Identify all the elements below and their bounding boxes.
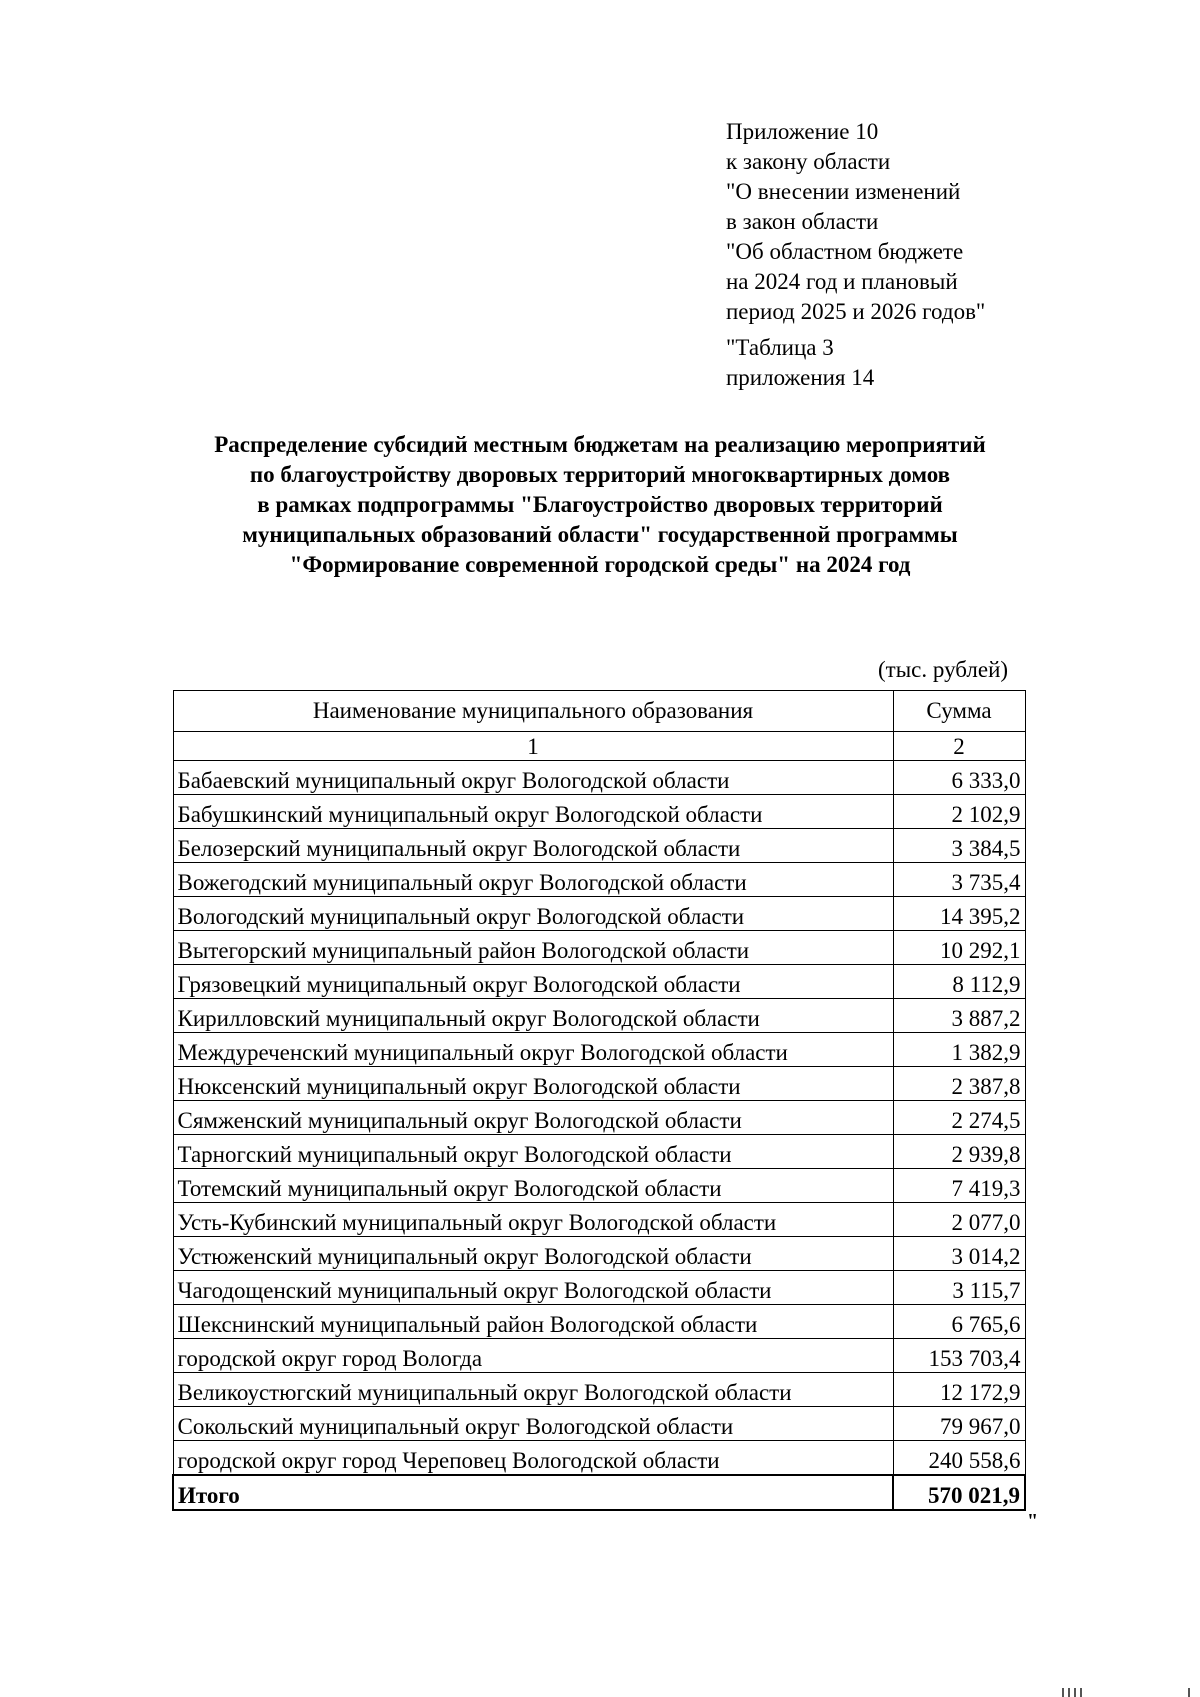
municipality-name: Устюженский муниципальный округ Вологодской области xyxy=(173,1237,893,1271)
table-header-row xyxy=(173,691,1025,732)
unit-label: (тыс. рублей) xyxy=(878,657,1009,682)
table-row xyxy=(173,863,1025,897)
table-row xyxy=(173,1305,1025,1339)
column-number: 2 xyxy=(893,732,1025,761)
subsidy-amount: 6 333,0 xyxy=(893,761,1025,795)
municipality-name: Бабаевский муниципальный округ Вологодской области xyxy=(173,761,893,795)
document-title xyxy=(150,430,1050,580)
subsidy-amount: 3 384,5 xyxy=(893,829,1025,863)
subsidy-amount: 2 387,8 xyxy=(893,1067,1025,1101)
table-row xyxy=(173,1373,1025,1407)
municipality-name: Вытегорский муниципальный район Вологодской области xyxy=(173,931,893,965)
table-row xyxy=(173,1339,1025,1373)
table-row xyxy=(173,1237,1025,1271)
subsidy-amount: 240 558,6 xyxy=(893,1441,1025,1476)
municipality-name: Тотемский муниципальный округ Вологодской области xyxy=(173,1169,893,1203)
table-row xyxy=(173,1441,1025,1476)
municipality-name: Шекснинский муниципальный район Вологодской области xyxy=(173,1305,893,1339)
scan-artifact-marks xyxy=(1062,1688,1192,1697)
table-row xyxy=(173,1135,1025,1169)
municipality-name: Сямженский муниципальный округ Вологодской области xyxy=(173,1101,893,1135)
total-amount: 570 021,9 xyxy=(893,1475,1025,1510)
subsidy-amount: 1 382,9 xyxy=(893,1033,1025,1067)
title-line: "Формирование современной городской среды" на 2024 год xyxy=(289,552,911,577)
column-number: 1 xyxy=(173,732,893,761)
appendix-line: период 2025 и 2026 годов" xyxy=(726,299,986,324)
title-line: муниципальных образований области" государственной программы xyxy=(242,522,958,547)
table-row xyxy=(173,1271,1025,1305)
subsidy-amount: 6 765,6 xyxy=(893,1305,1025,1339)
appendix-header xyxy=(726,117,985,393)
municipality-name: Сокольский муниципальный округ Вологодской области xyxy=(173,1407,893,1441)
header-name: Наименование муниципального образования xyxy=(173,691,893,732)
municipality-name: Великоустюгский муниципальный округ Вологодской области xyxy=(173,1373,893,1407)
title-line: по благоустройству дворовых территорий многоквартирных домов xyxy=(249,462,951,487)
column-number-row xyxy=(173,732,1025,761)
appendix-line: "О внесении изменений xyxy=(726,179,961,204)
table-reference-line: приложения 14 xyxy=(726,365,875,390)
subsidy-amount: 14 395,2 xyxy=(893,897,1025,931)
municipality-name: Бабушкинский муниципальный округ Вологодской области xyxy=(173,795,893,829)
municipality-name: городской округ город Череповец Вологодской области xyxy=(173,1441,893,1476)
total-row xyxy=(173,1475,1025,1510)
total-label: Итого xyxy=(173,1475,893,1510)
appendix-line: "Об областном бюджете xyxy=(726,239,964,264)
municipality-name: городской округ город Вологда xyxy=(173,1339,893,1373)
closing-quote: " xyxy=(1027,1510,1039,1532)
subsidy-amount: 3 115,7 xyxy=(893,1271,1025,1305)
subsidy-amount: 79 967,0 xyxy=(893,1407,1025,1441)
table-reference-line: "Таблица 3 xyxy=(726,335,834,360)
table-body xyxy=(173,761,1025,1476)
municipality-name: Вожегодский муниципальный округ Вологодской области xyxy=(173,863,893,897)
municipality-name: Тарногский муниципальный округ Вологодской области xyxy=(173,1135,893,1169)
municipality-name: Белозерский муниципальный округ Вологодской области xyxy=(173,829,893,863)
subsidy-amount: 12 172,9 xyxy=(893,1373,1025,1407)
table-row xyxy=(173,965,1025,999)
appendix-line: к закону области xyxy=(726,149,891,174)
subsidy-amount: 153 703,4 xyxy=(893,1339,1025,1373)
subsidy-amount: 2 102,9 xyxy=(893,795,1025,829)
subsidy-amount: 2 274,5 xyxy=(893,1101,1025,1135)
municipality-name: Нюксенский муниципальный округ Вологодской области xyxy=(173,1067,893,1101)
table-row xyxy=(173,1407,1025,1441)
table-row xyxy=(173,931,1025,965)
header-amount: Сумма xyxy=(893,691,1025,732)
subsidy-amount: 8 112,9 xyxy=(893,965,1025,999)
municipality-name: Усть-Кубинский муниципальный округ Вологодской области xyxy=(173,1203,893,1237)
municipality-name: Чагодощенский муниципальный округ Вологодской области xyxy=(173,1271,893,1305)
municipality-name: Кирилловский муниципальный округ Вологодской области xyxy=(173,999,893,1033)
table-row xyxy=(173,1169,1025,1203)
appendix-line: на 2024 год и плановый xyxy=(726,269,958,294)
table-row xyxy=(173,1101,1025,1135)
subsidy-amount: 2 939,8 xyxy=(893,1135,1025,1169)
appendix-line: Приложение 10 xyxy=(726,119,879,144)
table-row xyxy=(173,761,1025,795)
table-row xyxy=(173,897,1025,931)
table-row xyxy=(173,1033,1025,1067)
municipality-name: Вологодский муниципальный округ Вологодской области xyxy=(173,897,893,931)
table-row xyxy=(173,795,1025,829)
subsidy-amount: 10 292,1 xyxy=(893,931,1025,965)
municipality-name: Междуреченский муниципальный округ Вологодской области xyxy=(173,1033,893,1067)
appendix-line: в закон области xyxy=(726,209,879,234)
subsidy-amount: 3 014,2 xyxy=(893,1237,1025,1271)
subsidy-amount: 3 735,4 xyxy=(893,863,1025,897)
subsidy-amount: 7 419,3 xyxy=(893,1169,1025,1203)
table-row xyxy=(173,1067,1025,1101)
subsidy-amount: 3 887,2 xyxy=(893,999,1025,1033)
table-row xyxy=(173,1203,1025,1237)
title-line: Распределение субсидий местным бюджетам на реализацию мероприятий xyxy=(214,432,986,457)
title-line: в рамках подпрограммы "Благоустройство дворовых территорий xyxy=(257,492,943,517)
table-row xyxy=(173,829,1025,863)
table-row xyxy=(173,999,1025,1033)
distribution-table xyxy=(172,690,1026,1511)
subsidy-amount: 2 077,0 xyxy=(893,1203,1025,1237)
municipality-name: Грязовецкий муниципальный округ Вологодской области xyxy=(173,965,893,999)
